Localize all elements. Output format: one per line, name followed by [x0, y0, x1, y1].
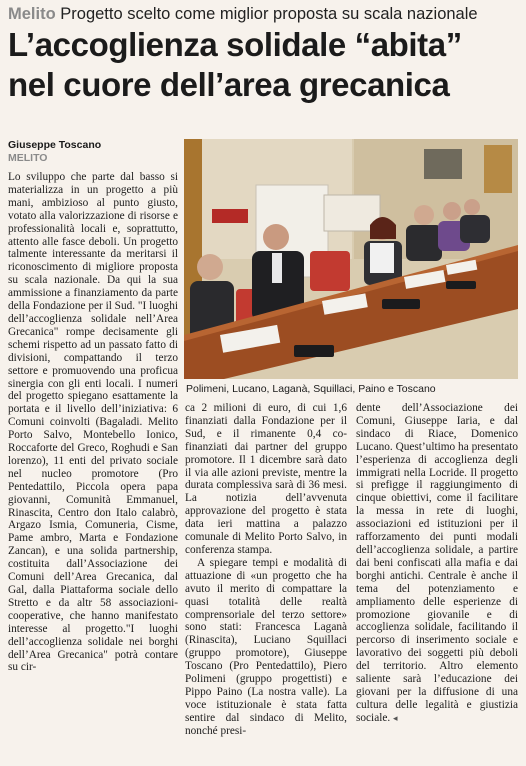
headline-line-1: L’accoglienza solidale “abita” [8, 26, 462, 63]
headline-line-2: nel cuore dell’area grecanica [8, 66, 450, 103]
headline [8, 25, 520, 105]
kicker-text: Progetto scelto come miglior proposta su scala nazionale [60, 5, 478, 23]
article-paragraph: A spiegare tempi e modalità di attuazione di «un progetto che ha avuto il merito di compattare la quasi totalità delle realtà comprensoriale del terzo settore» sono stati: Francesca Laganà (Rinascita), Luciano Squillaci (gruppo promotore), Giuseppe Toscano (Pro Pentedattilo), Piero Polimeni (gruppo progettisti) e Pippo Paino (La nostra valle). La voce istituzionale è stata fatta sentire dal sindaco di Melito, nonché presi- [185, 556, 347, 737]
photo-illustration [184, 139, 518, 379]
article-paragraph: ca 2 milioni di euro, di cui 1,6 finanziati dalla Fondazione per il Sud, e il rimanente 0,4 co-finanziati dai partner del gruppo promotore. Il 1 dicembre sarà dato il via alle azioni previste, mentre la durata complessiva sarà di 36 mesi. La notizia dell’avvenuta approvazione del progetto è stata data ieri mattina a palazzo comunale di Melito Porto Salvo, in conferenza stampa. [185, 402, 347, 556]
byline [8, 139, 178, 165]
article-column-1 [8, 171, 178, 674]
press-conference-photo [184, 139, 518, 379]
article-paragraph [356, 402, 518, 725]
photo-caption: Polimeni, Lucano, Laganà, Squillaci, Paino e Toscano [186, 383, 436, 395]
end-of-article-mark: ◂ [393, 712, 398, 723]
author-name: Giuseppe Toscano [8, 139, 102, 151]
kicker-place: Melito [8, 5, 56, 23]
dateline: MELITO [8, 152, 48, 164]
article-column-3 [356, 402, 518, 725]
article-paragraph: Lo sviluppo che parte dal basso si materializza in un progetto a più mani, ambizioso al punto giusto, votato alla valorizzazione di risorse e professionalità locali e, soprattutto, attento alle fasce deboli. Un progetto talmente interessante da meritarsi il riconoscimento di migliore proposta su scala nazionale. Da qui la sua ammissione a finanziamento da parte della Fondazione per il Sud. "I luoghi dell’accoglienza solidale nell’Area Grecanica" rompe decisamente gli schemi rispetto ad un passato fatto di divisioni, compattando il terzo settore e promuovendo una proficua sinergia con gli enti locali. I numeri del progetto spiegano esattamente la portata e il livello dell’iniziativa: 6 Comuni coinvolti (Bagaladi. Melito Porto Salvo, Montebello Ionico, Roccaforte del Greco, Roghudi e San lorenzo), 11 enti del privato sociale nel nucleo promotore (Pro Pentedattilo, Piccola opera papa giovanni, Comunità Emmanuel, Rinascita, Centro don Italo calabrò, Argazo Ismia, Comuneria, Cisme, Pame ambro, Marta e Fondazione Zancan), e una solida partnership, costituita dall’Associazione dei Comuni dell’Area Grecanica, dal Gal, dalla Piattaforma sociale dello Stretto e da altr 58 associazioni-cooperative, che hanno manifestato interesse al progetto."I luoghi dell’accoglienza solidale nei borghi dell’Area Grecanica" potrà contare su cir- [8, 171, 178, 674]
article-column-2 [185, 402, 347, 738]
kicker [8, 4, 520, 24]
article-paragraph-text: dente dell’Associazione dei Comuni, Giuseppe Iaria, e dal sindaco di Riace, Domenico Lucano. Quest’ultimo ha presentato l’esperienza di accoglienza degli immigrati nella Locride. Il progetto si prefigge il raggiungimento di cinque obiettivi, come il facilitare la messa in rete di luoghi, associazioni ed istituzioni per il rafforzamento dei punti modali dell’accoglienza solidale, a partire dai beni confiscati alla mafia e dai borghi antichi. Centrale è anche il tema del potenziamento e ampliamento delle esperienze di promozione giovanile e di accoglienza solidale, facilitando il percorso di inserimento sociale e lavorativo dei soggetti più deboli del territorio. Altro elemento saliente sarà l’educazione dei giovani per la diffusione di una cultura delle legalità e giustizia sociale. [356, 402, 518, 724]
